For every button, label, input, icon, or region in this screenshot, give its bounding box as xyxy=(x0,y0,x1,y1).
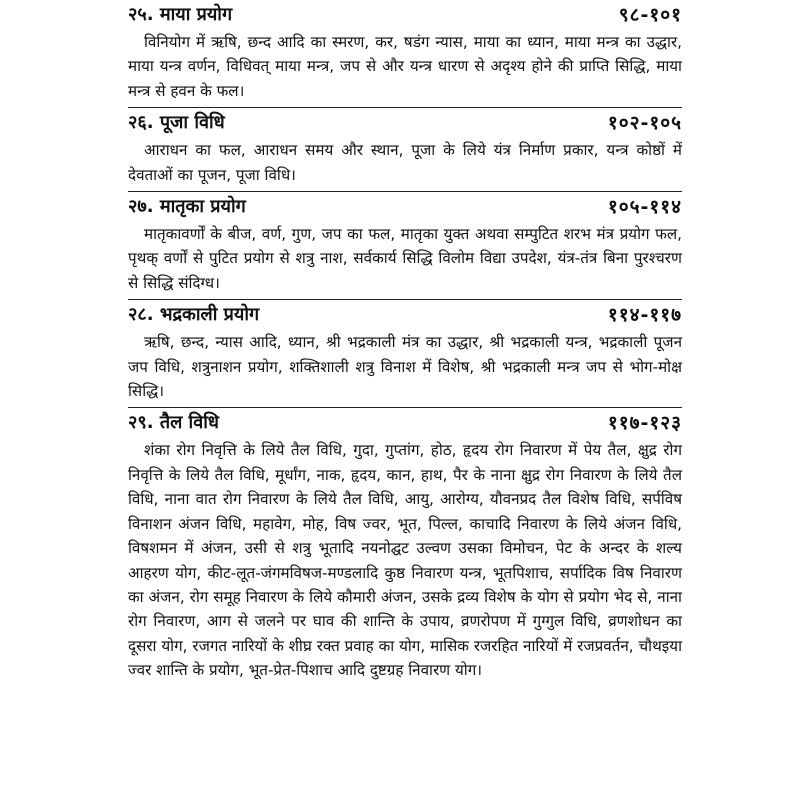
entry-heading xyxy=(128,408,682,438)
entry-heading xyxy=(128,192,682,222)
entry-page-range: ११७-१२३ xyxy=(607,412,682,435)
entry-title: २९. तैल विधि xyxy=(128,412,219,434)
entry-page-range: ९८-१०१ xyxy=(618,4,682,26)
entry-description: शंका रोग निवृत्ति के लिये तैल विधि, गुदा, गुप्तांग, होठ, हृदय रोग निवारण में पेय तैल, क्षुद्र रोग निवृत्ति के लिये तैल विधि, मूर्धांग, नाक, हृदय, कान, हाथ, पैर के नाना क्षुद्र रोग निवारण के लिये तैल विधि, नाना वात रोग निवारण के लिये तैल विधि, आयु, आरोग्य, यौवनप्रद तैल विशेष विधि, सर्पविष विनाशन अंजन विधि, महावेग, मोह, विष ज्वर, भूत, पिल्ल, काचादि निवारण के लिये अंजन विधि, विषशमन में अंजन, उसी से शत्रु भूतादि नयनोद्घट उल्वण उसका विमोचन, पेट के अन्दर के शल्य आहरण योग, कीट-लूत-जंगमविषज-मण्डलादि कुष्ठ निवारण यन्त्र, भूतपिशाच, सर्पादिक विष निवारण का अंजन, रोग समूह निवारण के लिये कौमारी अंजन, उसके द्रव्य विशेष के योग से प्रयोग भेद से, नाना रोग निवारण, आग से जलने पर घाव की शान्ति के उपाय, व्रणरोपण में गुग्गुल विधि, व्रणशोधन का दूसरा योग, रजगत नारियों के शीघ्र रक्त प्रवाह का योग, मासिक रजरहित नारियों में रजप्रवर्तन, चौथइया ज्वर शान्ति के प्रयोग, भूत-प्रेत-पिशाच आदि दुष्टग्रह निवारण योग। xyxy=(128,441,682,680)
entry-page-range: १०५-११४ xyxy=(607,196,682,219)
entry-title: २७. मातृका प्रयोग xyxy=(128,196,246,218)
entry-description: मातृकावर्णों के बीज, वर्ण, गुण, जप का फल, मातृका युक्त अथवा सम्पुटित शरभ मंत्र प्रयोग फल, पृथक् वर्णों से पुटित प्रयोग से शत्रु नाश, सर्वकार्य सिद्धि विलोम विद्या उपदेश, यंत्र-तंत्र बिना पुरश्चरण से सिद्धि संदिग्ध। xyxy=(128,222,682,300)
entry-page-range: १०२-१०५ xyxy=(607,112,682,135)
entry-title: २६. पूजा विधि xyxy=(128,112,225,134)
contents-entry-29 xyxy=(128,408,682,686)
contents-entry-28 xyxy=(128,300,682,408)
entry-title: २८. भद्रकाली प्रयोग xyxy=(128,304,260,326)
entry-page-range: ११४-११७ xyxy=(607,304,682,327)
entry-description: आराधन का फल, आराधन समय और स्थान, पूजा के लिये यंत्र निर्माण प्रकार, यन्त्र कोष्ठों में देवताओं का पूजन, पूजा विधि। xyxy=(128,138,682,192)
entry-description: विनियोग में ऋषि, छन्द आदि का स्मरण, कर, षडंग न्यास, माया का ध्यान, माया मन्त्र का उद्धार, माया यन्त्र वर्णन, विधिवत् माया मन्त्र, जप से और यन्त्र धारण से अदृश्य होने की प्राप्ति सिद्धि, माया मन्त्र से हवन के फल। xyxy=(128,30,682,108)
contents-entry-27 xyxy=(128,192,682,300)
contents-entry-25 xyxy=(128,0,682,108)
contents-entry-26 xyxy=(128,108,682,192)
entry-heading xyxy=(128,108,682,138)
entry-description: ऋषि, छन्द, न्यास आदि, ध्यान, श्री भद्रकाली मंत्र का उद्धार, श्री भद्रकाली यन्त्र, भद्रकाली पूजन जप विधि, शत्रुनाशन प्रयोग, शक्तिशाली शत्रु विनाश में विशेष, श्री भद्रकाली मन्त्र जप से भोग-मोक्ष सिद्धि। xyxy=(128,330,682,408)
entry-title: २५. माया प्रयोग xyxy=(128,4,233,25)
entry-heading xyxy=(128,300,682,330)
entry-heading xyxy=(128,0,682,30)
